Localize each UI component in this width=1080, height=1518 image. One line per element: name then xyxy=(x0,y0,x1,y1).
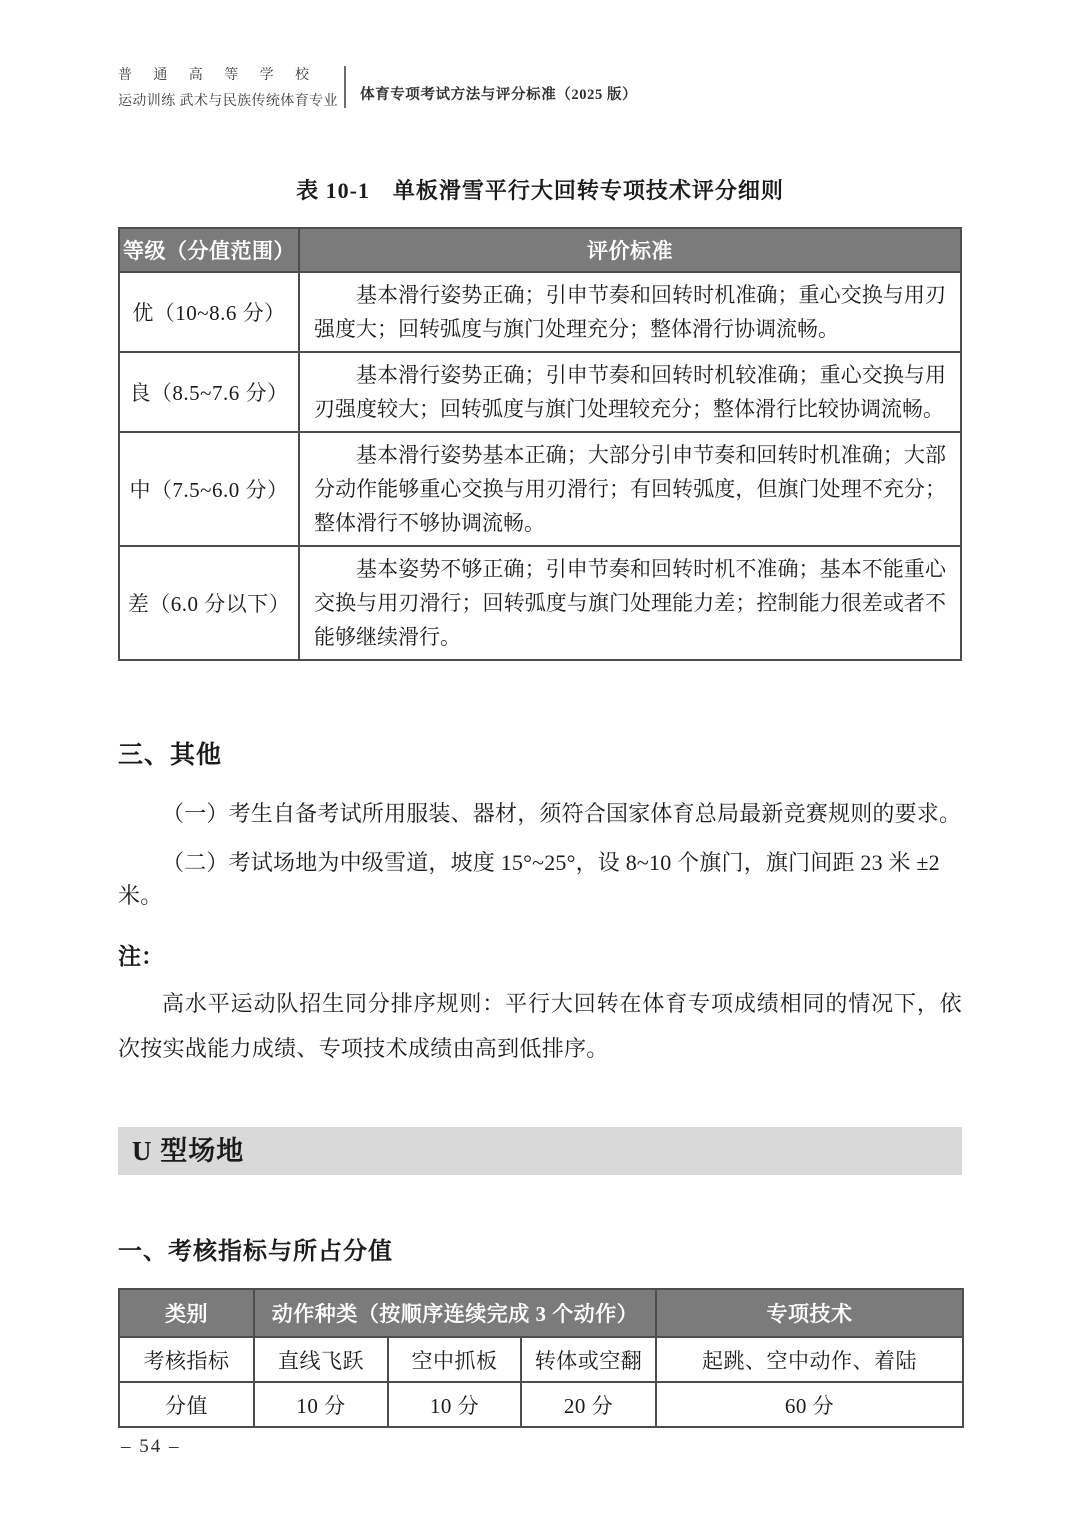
table2-header-row xyxy=(119,1289,963,1337)
grade-cell: 良（8.5~7.6 分） xyxy=(119,352,299,432)
note-text: 高水平运动队招生同分排序规则：平行大回转在体育专项成绩相同的情况下，依次按实战能力成绩、专项技术成绩由高到低排序。 xyxy=(118,991,962,1061)
points-cell: 20 分 xyxy=(521,1382,656,1427)
section-other-heading: 三、其他 xyxy=(118,742,223,769)
page-header xyxy=(118,62,962,112)
row-label: 考核指标 xyxy=(119,1337,254,1382)
indicator-cell: 直线飞跃 xyxy=(254,1337,388,1382)
table-row-poor xyxy=(119,546,961,660)
page-number: – 54 – xyxy=(121,1436,181,1457)
section-other-item-2: （二）考试场地为中级雪道，坡度 15°~25°，设 8~10 个旗门，旗门间距 23 米 ±2 米。 xyxy=(118,850,940,908)
criteria-cell: 基本滑行姿势正确；引申节奏和回转时机较准确；重心交换与用刃强度较大；回转弧度与旗门处理较充分；整体滑行比较协调流畅。 xyxy=(299,352,961,432)
note-label: 注： xyxy=(118,944,164,969)
indicator-cell: 起跳、空中动作、着陆 xyxy=(656,1337,963,1382)
points-cell: 10 分 xyxy=(388,1382,521,1427)
row-label: 分值 xyxy=(119,1382,254,1427)
grade-cell: 差（6.0 分以下） xyxy=(119,546,299,660)
table-row-good xyxy=(119,352,961,432)
table1-header-criteria: 评价标准 xyxy=(299,228,961,272)
table2-header-category: 类别 xyxy=(119,1289,254,1337)
criteria-cell: 基本滑行姿势正确；引申节奏和回转时机准确；重心交换与用刃强度大；回转弧度与旗门处理充分；整体滑行协调流畅。 xyxy=(299,272,961,352)
table-row-excellent xyxy=(119,272,961,352)
grade-cell: 优（10~8.6 分） xyxy=(119,272,299,352)
header-major-line: 运动训练 武术与民族传统体育专业 xyxy=(118,94,338,109)
header-left-block xyxy=(118,64,344,110)
table-row-medium xyxy=(119,432,961,546)
section-indicators-heading: 一、考核指标与所占分值 xyxy=(118,1239,393,1265)
header-doc-title: 体育专项考试方法与评分标准（2025 版） xyxy=(360,86,638,103)
table1-title: 表 10-1 单板滑雪平行大回转专项技术评分细则 xyxy=(296,178,784,203)
section-banner-u-pipe xyxy=(118,1127,962,1175)
indicator-cell: 转体或空翻 xyxy=(521,1337,656,1382)
table2-header-special: 专项技术 xyxy=(656,1289,963,1337)
criteria-cell: 基本滑行姿势基本正确；大部分引申节奏和回转时机准确；大部分动作能够重心交换与用刃滑行；有回转弧度，但旗门处理不充分；整体滑行不够协调流畅。 xyxy=(299,432,961,546)
banner-title: U 型场地 xyxy=(132,1136,245,1166)
table-row-indicators xyxy=(119,1337,963,1382)
header-school-type: 普通高等学校 xyxy=(118,68,326,83)
indicators-table xyxy=(118,1288,964,1428)
scoring-criteria-table xyxy=(118,227,962,661)
table1-header-grade: 等级（分值范围） xyxy=(119,228,299,272)
section-other-item-1: （一）考生自备考试所用服装、器材，须符合国家体育总局最新竞赛规则的要求。 xyxy=(162,801,962,826)
header-divider xyxy=(344,66,346,108)
points-cell: 60 分 xyxy=(656,1382,963,1427)
table1-header-row xyxy=(119,228,961,272)
criteria-cell: 基本姿势不够正确；引申节奏和回转时机不准确；基本不能重心交换与用刃滑行；回转弧度与旗门处理能力差；控制能力很差或者不能够继续滑行。 xyxy=(299,546,961,660)
points-cell: 10 分 xyxy=(254,1382,388,1427)
table2-header-actions: 动作种类（按顺序连续完成 3 个动作） xyxy=(254,1289,656,1337)
indicator-cell: 空中抓板 xyxy=(388,1337,521,1382)
table-row-points xyxy=(119,1382,963,1427)
grade-cell: 中（7.5~6.0 分） xyxy=(119,432,299,546)
